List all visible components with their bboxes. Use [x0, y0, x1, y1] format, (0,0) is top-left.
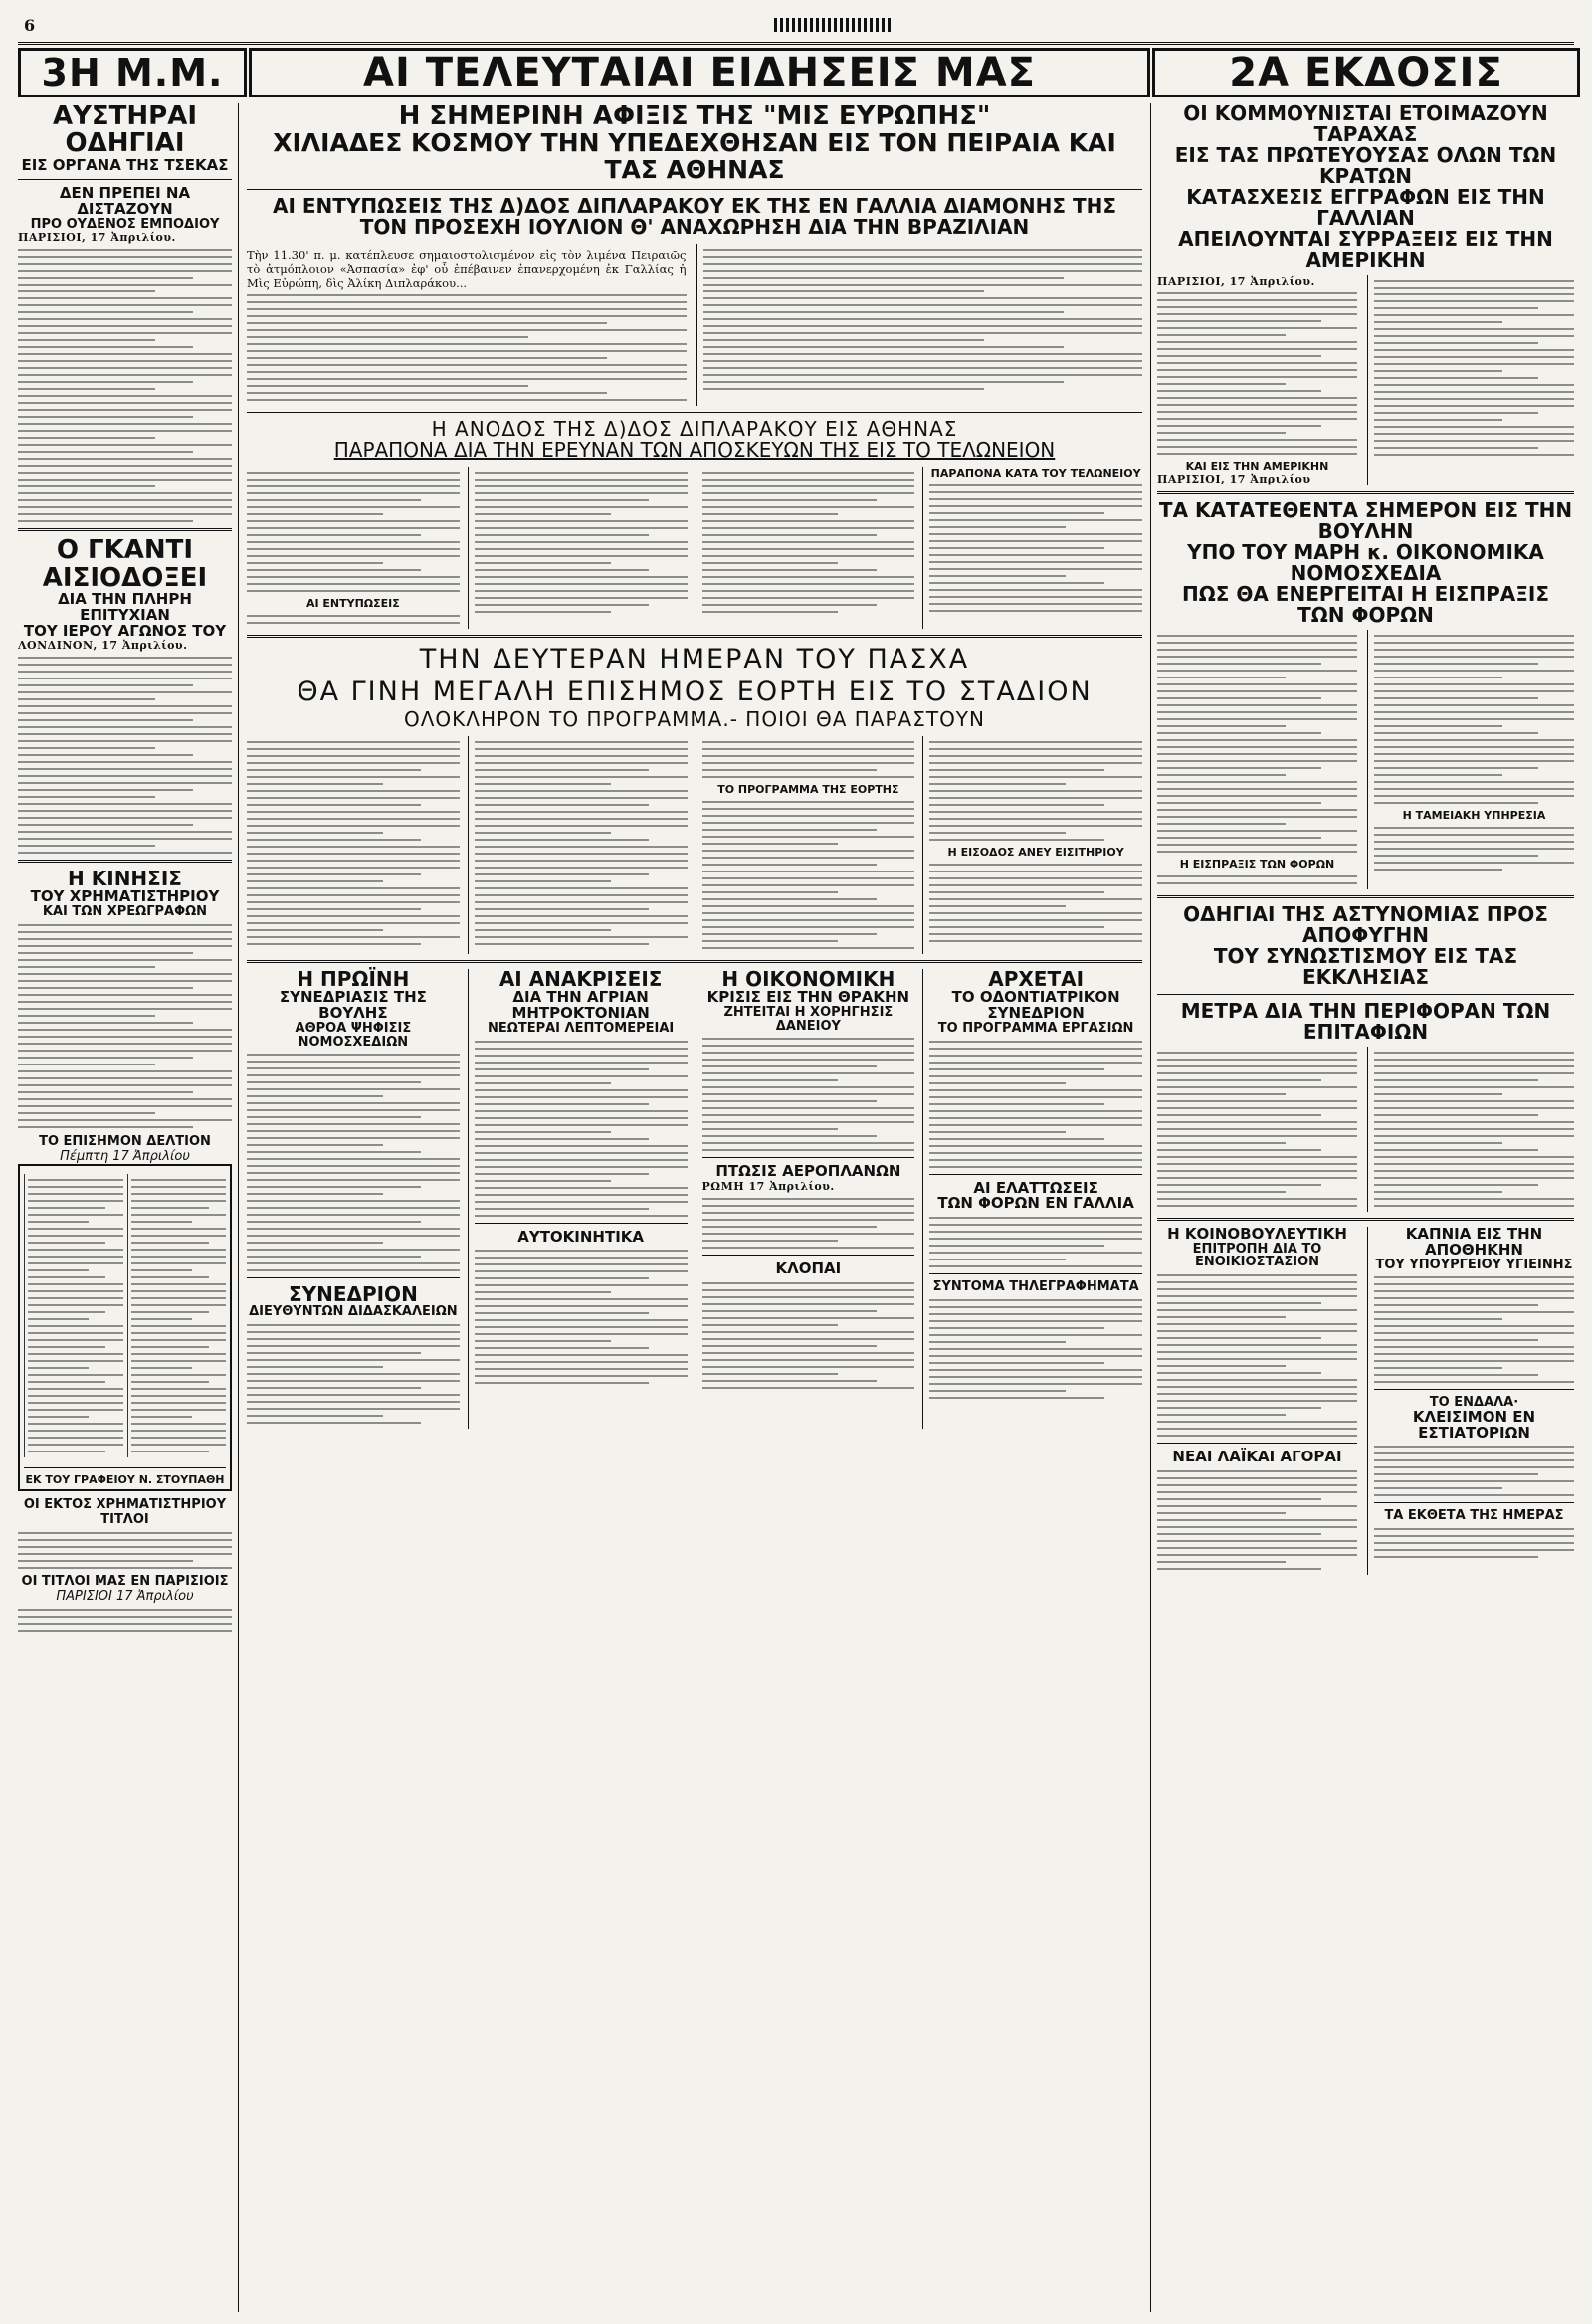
table-footer: ΕΚ ΤΟΥ ΓΡΑΦΕΙΟΥ Ν. ΣΤΟΥΠΑΘΗ — [25, 1472, 225, 1486]
subheadline: ΧΙΛΙΑΔΕΣ ΚΟΣΜΟΥ ΤΗΝ ΥΠΕΔΕΧΘΗΣΑΝ ΕΙΣ ΤΟΝ ΠΕΙΡΑΙΑ ΚΑΙ ΤΑΣ ΑΘΗΝΑΣ — [273, 128, 1116, 184]
headline: Η ΟΙΚΟΝΟΜΙΚΗ — [721, 967, 896, 992]
subheadline: ΕΙΣ ΤΑΣ ΠΡΩΤΕΥΟΥΣΑΣ ΟΛΩΝ ΤΩΝ ΚΡΑΤΩΝ — [1174, 143, 1557, 188]
subheadline: ΤΟΥ ΥΠΟΥΡΓΕΙΟΥ ΥΓΙΕΙΝΗΣ — [1375, 1257, 1573, 1272]
thrace-article — [696, 969, 915, 1428]
subheadline: ΔΕΝ ΠΡΕΠΕΙ ΝΑ ΔΙΣΤΑΖΟΥΝ — [59, 184, 191, 219]
headline: Η ΣΗΜΕΡΙΝΗ ΑΦΙΞΙΣ ΤΗΣ "ΜΙΣ ΕΥΡΩΠΗΣ" — [398, 103, 991, 131]
free-entry-heading: Η ΕΙΣΟΔΟΣ ΑΝΕΥ ΕΙΣΙΤΗΡΙΟΥ — [947, 846, 1124, 860]
middle-column — [247, 103, 1142, 2312]
subheadline: ΜΕΤΡΑ ΔΙΑ ΤΗΝ ΠΕΡΙΦΟΡΑΝ ΤΩΝ ΕΠΙΤΑΦΙΩΝ — [1180, 999, 1551, 1044]
subheadline: ΔΙΕΥΘΥΝΤΩΝ ΔΙΔΑΣΚΑΛΕΙΩΝ — [249, 1304, 458, 1320]
subheadline: ΠΑΡΑΠΟΝΑ ΔΙΑ ΤΗΝ ΕΡΕΥΝΑΝ ΤΩΝ ΑΠΟΣΚΕΥΩΝ ΤΗΣ ΕΙΣ ΤΟ ΤΕΛΩΝΕΙΟΝ — [333, 438, 1056, 463]
subheadline: ΚΡΙΣΙΣ ΕΙΣ ΤΗΝ ΘΡΑΚΗΝ — [706, 988, 910, 1007]
bulletin-date: Πέμπτη 17 Ἀπριλίου — [60, 1148, 190, 1164]
right-bottom — [1157, 1227, 1574, 1575]
markets-heading: ΝΕΑΙ ΛΑΪΚΑΙ ΑΓΟΡΑΙ — [1172, 1448, 1342, 1466]
subheadline: ΤΟΝ ΠΡΟΣΕΧΗ ΙΟΥΛΙΟΝ Θ' ΑΝΑΧΩΡΗΣΗ ΔΙΑ ΤΗΝ ΒΡΑΖΙΛΙΑΝ — [359, 214, 1030, 239]
subheadline: ΕΠΙΤΡΟΠΗ ΔΙΑ ΤΟ ΕΝΟΙΚΙΟΣΤΑΣΙΟΝ — [1192, 1241, 1322, 1270]
dateline: ΠΑΡΙΣΙΟΙ, 17 Ἀπριλίου. — [1157, 275, 1315, 288]
headline: ΚΑΠΝΙΑ ΕΙΣ ΤΗΝ ΑΠΟΘΗΚΗΝ — [1405, 1225, 1543, 1259]
subheadline: ΤΟ ΟΔΟΝΤΙΑΤΡΙΚΟΝ ΣΥΝΕΔΡΙΟΝ — [951, 988, 1120, 1023]
finance-bills-article — [1157, 500, 1574, 889]
stock-quotes-table — [18, 1164, 232, 1491]
subheadline: ΤΟΥ ΙΕΡΟΥ ΑΓΩΝΟΣ ΤΟΥ — [23, 621, 227, 640]
planes-heading: ΠΤΩΣΙΣ ΑΕΡΟΠΛΑΝΩΝ — [715, 1162, 901, 1181]
subheadline: ΕΙΣ ΟΡΓΑΝΑ ΤΗΣ ΤΣΕΚΑΣ — [21, 155, 229, 174]
headline: ΤΟ ΕΝΔΑΛΑ· — [1429, 1395, 1519, 1411]
subheadline: ΣΥΝΕΔΡΙΑΣΙΣ ΤΗΣ ΒΟΥΛΗΣ — [279, 988, 427, 1023]
tax-collection-heading: Η ΕΙΣΠΡΑΞΙΣ ΤΩΝ ΦΟΡΩΝ — [1179, 858, 1335, 871]
headline: ΑΥΣΤΗΡΑΙ ΟΔΗΓΙΑΙ — [52, 103, 198, 159]
subheadline: ΚΑΙ ΤΩΝ ΧΡΕΩΓΡΑΦΩΝ — [42, 904, 208, 920]
stock-market-article — [18, 869, 232, 1127]
left-column — [18, 103, 239, 2312]
subheadline: ΘΑ ΓΙΝΗ ΜΕΓΑΛΗ ΕΠΙΣΗΜΟΣ ΕΟΡΤΗ ΕΙΣ ΤΟ ΣΤΑΔΙΟΝ — [297, 677, 1093, 708]
subheadline: ΔΙΑ ΤΗΝ ΠΛΗΡΗ ΕΠΙΤΥΧΙΑΝ — [58, 590, 192, 624]
bottom-articles — [247, 969, 1142, 1428]
matricide-article — [468, 969, 688, 1428]
subheadline: ΝΕΩΤΕΡΑΙ ΛΕΠΤΟΜΕΡΕΙΑΙ — [488, 1020, 675, 1036]
subheadline: ΠΩΣ ΘΑ ΕΝΕΡΓΕΙΤΑΙ Η ΕΙΣΠΡΑΞΙΣ ΤΩΝ ΦΟΡΩΝ — [1182, 582, 1549, 627]
headline: ΤΗΝ ΔΕΥΤΕΡΑΝ ΗΜΕΡΑΝ ΤΟΥ ΠΑΣΧΑ — [419, 644, 970, 676]
edition-time-label: 3Η Μ.Μ. — [18, 48, 247, 97]
article-body — [18, 657, 232, 854]
thefts-heading: ΚΛΟΠΑΙ — [775, 1259, 842, 1278]
cheka-article — [18, 103, 232, 522]
subheadline: ΑΙ ΕΝΤΥΠΩΣΕΙΣ ΤΗΣ Δ)ΔΟΣ ΔΙΠΛΑΡΑΚΟΥ ΕΚ ΤΗΣ ΕΝ ΓΑΛΛΙΑ ΔΙΑΜΟΝΗΣ ΤΗΣ — [273, 193, 1116, 218]
headline: Η ΚΟΙΝΟΒΟΥΛΕΥΤΙΚΗ — [1167, 1225, 1347, 1243]
easter-article — [247, 644, 1142, 954]
headline: Η ΑΝΟΔΟΣ ΤΗΣ Δ)ΔΟΣ ΔΙΠΛΑΡΑΚΟΥ ΕΙΣ ΑΘΗΝΑΣ — [431, 417, 958, 442]
subheadline: ΟΛΟΚΛΗΡΟΝ ΤΟ ΠΡΟΓΡΑΜΜΑ.- ΠΟΙΟΙ ΘΑ ΠΑΡΑΣΤΟΥΝ — [404, 707, 985, 732]
headline: ΑΙ ΕΛΑΤΤΩΣΕΙΣ — [973, 1178, 1098, 1197]
latest-news-label: ΑΙ ΤΕΛΕΥΤΑΙΑΙ ΕΙΔΗΣΕΙΣ ΜΑΣ — [249, 48, 1150, 97]
top-rule — [18, 14, 1574, 45]
subheadline: ΔΙΑ ΤΗΝ ΑΓΡΙΑΝ ΜΗΤΡΟΚΤΟΝΙΑΝ — [511, 988, 650, 1023]
dateline: ΠΑΡΙΣΙΟΙ, 17 Ἀπριλίου — [1157, 473, 1311, 485]
dateline: ΠΑΡΙΣΙΟΙ, 17 Ἀπριλίου. — [18, 231, 176, 245]
arrival-article — [247, 419, 1142, 629]
gandhi-article — [18, 537, 232, 854]
second-edition-label: 2Α ΕΚΔΟΣΙΣ — [1152, 48, 1580, 97]
parliament-article — [247, 969, 460, 1428]
subheadline: ΤΟ ΠΡΟΓΡΑΜΜΑ ΕΡΓΑΣΙΩΝ — [937, 1020, 1134, 1036]
health-ministry-article — [1367, 1227, 1574, 1575]
subheadline: ΚΛΕΙΣΙΜΟΝ ΕΝ ΕΣΤΙΑΤΟΡΙΩΝ — [1412, 1407, 1536, 1442]
police-article — [1157, 904, 1574, 1212]
headline: ΤΑ ΚΑΤΑΤΕΘΕΝΤΑ ΣΗΜΕΡΟΝ ΕΙΣ ΤΗΝ ΒΟΥΛΗΝ — [1158, 498, 1573, 543]
subheadline: ΤΩΝ ΦΟΡΩΝ ΕΝ ΓΑΛΛΙΑ — [937, 1194, 1134, 1213]
lead-text: Τὴν 11.30' π. μ. κατέπλευσε σημαιοστολισμένον εἰς τὸν λιμένα Πειραιῶς τὸ ἀτμόπλοιον «Ἀσπασία» ἐφ' οὗ ἐπέβαινεν ἐπανερχομένη ἐκ Γαλλίας ἡ Μὶς Εὐρώπη, δὶς Ἀλίκη Διπλαράκου... — [247, 247, 687, 290]
subheadline: ΖΗΤΕΙΤΑΙ Η ΧΟΡΗΓΗΣΙΣ ΔΑΝΕΙΟΥ — [723, 1005, 894, 1034]
subheadline: ΥΠΟ ΤΟΥ ΜΑΡΗ κ. ΟΙΚΟΝΟΜΙΚΑ ΝΟΜΟΣΧΕΔΙΑ — [1187, 540, 1544, 585]
complaint-heading: ΠΑΡΑΠΟΝΑ ΚΑΤΑ ΤΟΥ ΤΕΛΩΝΕΙΟΥ — [930, 467, 1141, 481]
headline: ΣΥΝΕΔΡΙΟΝ — [288, 1282, 418, 1307]
subheadline: ΑΠΕΙΛΟΥΝΤΑΙ ΣΥΡΡΑΞΕΙΣ ΕΙΣ ΤΗΝ ΑΜΕΡΙΚΗΝ — [1178, 227, 1553, 272]
miss-europe-article — [247, 103, 1142, 406]
subheadline: ΤΟΥ ΧΡΗΜΑΤΙΣΤΗΡΙΟΥ — [30, 887, 220, 906]
program-heading: ΤΟ ΠΡΟΓΡΑΜΜΑ ΤΗΣ ΕΟΡΤΗΣ — [717, 783, 899, 797]
subheadline: ΠΡΟ ΟΥΔΕΝΟΣ ΕΜΠΟΔΙΟΥ — [30, 216, 220, 232]
headline: ΟΔΗΓΙΑΙ ΤΗΣ ΑΣΤΥΝΟΜΙΑΣ ΠΡΟΣ ΑΠΟΦΥΓΗΝ — [1183, 902, 1548, 947]
cars-heading: ΑΥΤΟΚΙΝΗΤΙΚΑ — [517, 1227, 645, 1246]
headline: Η ΚΙΝΗΣΙΣ — [68, 867, 182, 891]
treasury-heading: Η ΤΑΜΕΙΑΚΗ ΥΠΗΡΕΣΙΑ — [1402, 809, 1546, 822]
exhibits-heading: ΤΑ ΕΚΘΕΤΑ ΤΗΣ ΗΜΕΡΑΣ — [1384, 1508, 1564, 1524]
subheadline: ΤΟΥ ΣΥΝΩΣΤΙΣΜΟΥ ΕΙΣ ΤΑΣ ΕΚΚΛΗΣΙΑΣ — [1213, 944, 1518, 989]
headline: ΑΡΧΕΤΑΙ — [988, 967, 1085, 992]
headline: Ο ΓΚΑΝΤΙ ΑΙΣΙΟΔΟΞΕΙ — [42, 535, 208, 593]
paris-date: ΠΑΡΙΣΙΟΙ 17 Ἀπριλίου — [56, 1588, 194, 1604]
headline: Η ΠΡΩΪΝΗ — [297, 967, 410, 992]
america-heading: ΚΑΙ ΕΙΣ ΤΗΝ ΑΜΕΡΙΚΗΝ — [1185, 460, 1329, 473]
masthead-ornament — [774, 18, 894, 32]
communists-article — [1157, 103, 1574, 485]
article-body — [18, 249, 232, 522]
paris-title: ΟΙ ΤΙΤΛΟΙ ΜΑΣ ΕΝ ΠΑΡΙΣΙΟΙΣ — [21, 1573, 229, 1589]
foreign-title: ΟΙ ΕΚΤΟΣ ΧΡΗΜΑΤΙΣΤΗΡΙΟΥ ΤΙΤΛΟΙ — [23, 1496, 227, 1527]
impressions-heading: ΑΙ ΕΝΤΥΠΩΣΕΙΣ — [305, 597, 400, 611]
headline: ΑΙ ΑΝΑΚΡΙΣΕΙΣ — [498, 967, 663, 992]
dateline: ΡΩΜΗ 17 Ἀπριλίου. — [701, 1180, 835, 1194]
section-labels — [18, 48, 1574, 96]
page-number: 6 — [24, 16, 36, 35]
dental-congress-article — [922, 969, 1142, 1428]
dateline: ΛΟΝΔΙΝΟΝ, 17 Ἀπριλίου. — [18, 639, 188, 653]
subheadline: ΑΘΡΟΑ ΨΗΦΙΣΙΣ ΝΟΜΟΣΧΕΔΙΩΝ — [295, 1020, 412, 1050]
article-body — [18, 924, 232, 1128]
right-column — [1150, 103, 1574, 2312]
rent-committee-article — [1157, 1227, 1357, 1575]
bulletin-title: ΤΟ ΕΠΙΣΗΜΟΝ ΔΕΛΤΙΟΝ — [39, 1133, 211, 1149]
headline: ΟΙ ΚΟΜΜΟΥΝΙΣΤΑΙ ΕΤΟΙΜΑΖΟΥΝ ΤΑΡΑΧΑΣ — [1183, 103, 1548, 146]
telegrams-heading: ΣΥΝΤΟΜΑ ΤΗΛΕΓΡΑΦΗΜΑΤΑ — [932, 1279, 1139, 1295]
subheadline: ΚΑΤΑΣΧΕΣΙΣ ΕΓΓΡΑΦΩΝ ΕΙΣ ΤΗΝ ΓΑΛΛΙΑΝ — [1186, 185, 1545, 230]
